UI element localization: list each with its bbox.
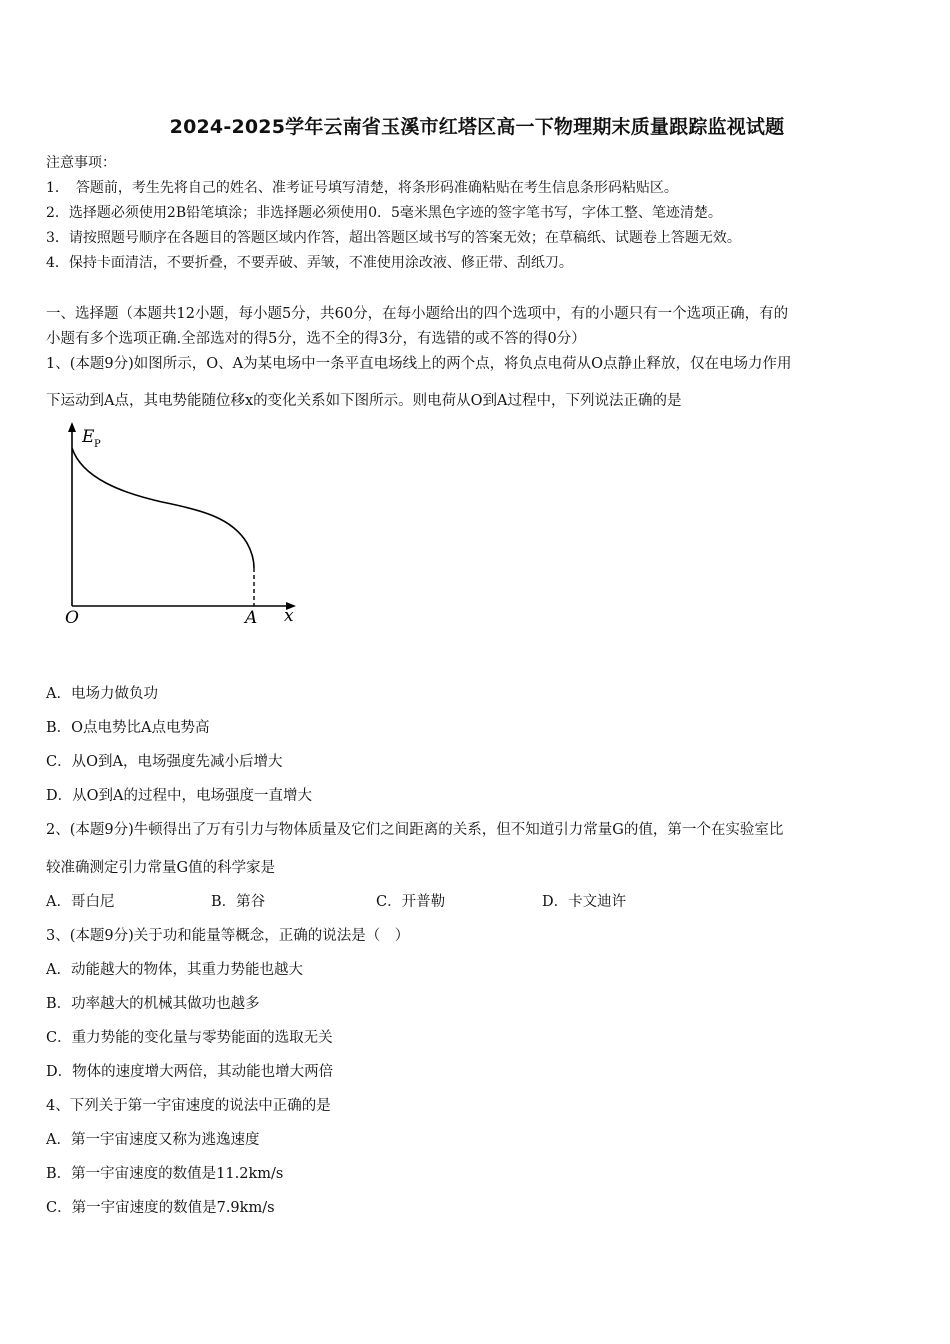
section-intro-line1: 一、选择题（本题共12小题，每小题5分，共60分，在每小题给出的四个选项中，有的小题只有一个选项正确，有的 xyxy=(46,306,789,322)
q4-stem: 4、下列关于第一宇宙速度的说法中正确的是 xyxy=(46,1098,331,1114)
q4-option-c: C．第一宇宙速度的数值是7.9km/s xyxy=(46,1200,275,1216)
origin-label: O xyxy=(65,608,79,628)
q2-stem-line2: 较准确测定引力常量G值的科学家是 xyxy=(46,860,276,876)
q1-stem-line2: 下运动到A点，其电势能随位移x的变化关系如下图所示。则电荷从O到A过程中，下列说法正确的是 xyxy=(46,393,682,409)
q1-option-c: C．从O到A，电场强度先减小后增大 xyxy=(46,754,283,770)
y-axis-label: E xyxy=(82,427,95,447)
notice-item-4: 4．保持卡面清洁，不要折叠，不要弄破、弄皱，不准使用涂改液、修正带、刮纸刀。 xyxy=(46,255,573,271)
ep-curve xyxy=(72,448,254,568)
q4-option-a: A．第一宇宙速度又称为逃逸速度 xyxy=(46,1132,260,1148)
q3-option-a: A．动能越大的物体，其重力势能也越大 xyxy=(46,962,303,978)
q2-option-d: D．卡文迪许 xyxy=(542,894,627,910)
q4-option-b: B．第一宇宙速度的数值是11.2km/s xyxy=(46,1166,284,1182)
q1-option-d: D．从O到A的过程中，电场强度一直增大 xyxy=(46,788,312,804)
page-title: 2024-2025学年云南省玉溪市红塔区高一下物理期末质量跟踪监视试题 xyxy=(169,116,785,138)
q3-option-d: D．物体的速度增大两倍，其动能也增大两倍 xyxy=(46,1064,334,1080)
notice-item-1: 1． 答题前，考生先将自己的姓名、准考证号填写清楚，将条形码准确粘贴在考生信息条形码粘贴区。 xyxy=(46,180,678,196)
point-a-label: A xyxy=(245,608,258,628)
q3-option-c: C．重力势能的变化量与零势能面的选取无关 xyxy=(46,1030,333,1046)
q1-stem-line1: 1、(本题9分)如图所示，O、A为某电场中一条平直电场线上的两个点，将负点电荷从O点静止释放，仅在电场力作用 xyxy=(46,356,792,372)
q3-stem: 3、(本题9分)关于功和能量等概念，正确的说法是（ ） xyxy=(46,928,410,944)
y-axis-arrow xyxy=(68,422,76,432)
section-intro-line2: 小题有多个选项正确.全部选对的得5分，选不全的得3分，有选错的或不答的得0分） xyxy=(46,331,586,347)
x-axis-label: x xyxy=(284,606,294,626)
q2-option-b: B．第谷 xyxy=(211,894,266,910)
q1-ep-x-graph xyxy=(62,418,322,628)
q1-option-b: B．O点电势比A点电势高 xyxy=(46,720,210,736)
q3-option-b: B．功率越大的机械其做功也越多 xyxy=(46,996,260,1012)
notice-item-2: 2．选择题必须使用2B铅笔填涂；非选择题必须使用0．5毫米黑色字迹的签字笔书写，字体工整、笔迹清楚。 xyxy=(46,205,722,221)
q1-option-a: A．电场力做负功 xyxy=(46,686,158,702)
y-axis-label-sub: P xyxy=(94,439,101,450)
q2-stem-line1: 2、(本题9分)牛顿得出了万有引力与物体质量及它们之间距离的关系，但不知道引力常量G的值，第一个在实验室比 xyxy=(46,822,784,838)
q2-option-a: A．哥白尼 xyxy=(46,894,115,910)
q2-option-c: C．开普勒 xyxy=(376,894,446,910)
notice-heading: 注意事项： xyxy=(46,155,116,171)
notice-item-3: 3．请按照题号顺序在各题目的答题区域内作答，超出答题区域书写的答案无效；在草稿纸、试题卷上答题无效。 xyxy=(46,230,741,246)
